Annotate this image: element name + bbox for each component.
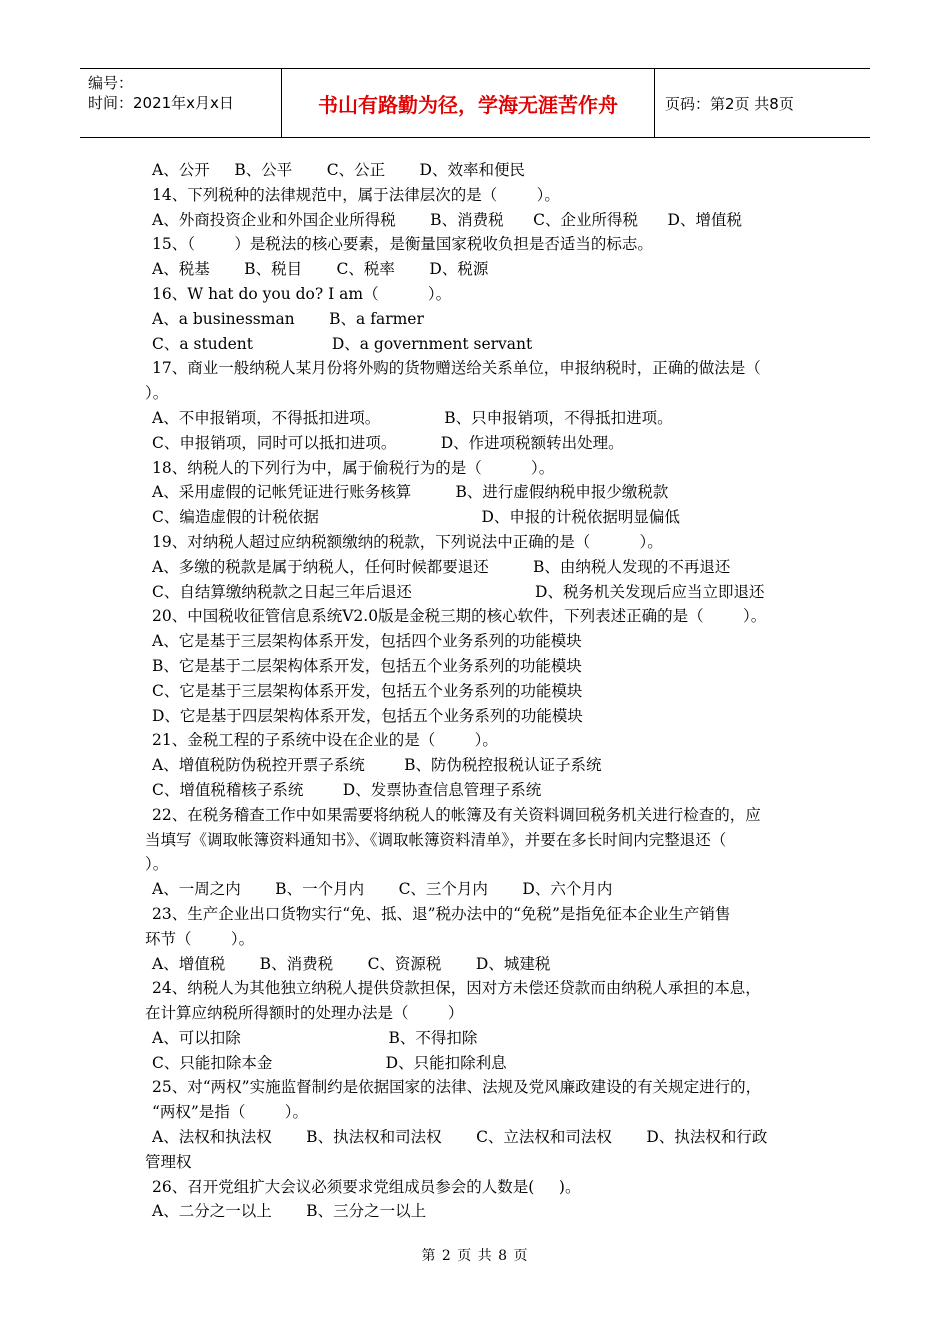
text-line: C、增值税稽核子系统 D、发票协查信息管理子系统 xyxy=(152,780,542,799)
text-line: 24、纳税人为其他独立纳税人提供贷款担保，因对方未偿还贷款而由纳税人承担的本息， xyxy=(152,979,761,998)
text-line: C、编造虚假的计税依据 D、申报的计税依据明显偏低 xyxy=(152,508,680,527)
text-line: A、税基 B、税目 C、税率 D、税源 xyxy=(152,260,489,279)
page-footer: 第 2 页 共 8 页 xyxy=(421,1248,529,1264)
text-line: A、a businessman B、a farmer xyxy=(152,309,424,328)
text-line: 25、对“两权”实施监督制约是依据国家的法律、法规及党风廉政建设的有关规定进行的， xyxy=(152,1078,762,1097)
header-meta xyxy=(80,69,282,137)
header-page-number: 页码：第2页 共8页 xyxy=(665,94,794,113)
code-label: 编号： xyxy=(88,74,134,92)
text-line: ）。 xyxy=(145,384,169,403)
text-line: 环节（ ）。 xyxy=(145,929,255,948)
text-line: A、可以扣除 B、不得扣除 xyxy=(152,1028,478,1047)
text-line: “两权”是指（ ）。 xyxy=(152,1103,309,1122)
text-line: 16、W hat do you do? I am（ ）。 xyxy=(152,284,452,303)
text-line: C、只能扣除本金 D、只能扣除利息 xyxy=(152,1053,507,1072)
text-line: A、不申报销项，不得抵扣进项。 B、只申报销项，不得抵扣进项。 xyxy=(152,408,673,427)
text-line: A、多缴的税款是属于纳税人，任何时候都要退还 B、由纳税人发现的不再退还 xyxy=(152,557,731,576)
text-line: A、法权和执法权 B、执法权和司法权 C、立法权和司法权 D、执法权和行政 xyxy=(152,1128,768,1147)
text-line: A、外商投资企业和外国企业所得税 B、消费税 C、企业所得税 D、增值税 xyxy=(152,210,742,229)
text-line: 20、中国税收征管信息系统V2.0版是金税三期的核心软件，下列表述正确的是（ ）。 xyxy=(152,607,767,626)
text-line: A、它是基于三层架构体系开发，包括四个业务系列的功能模块 xyxy=(152,632,582,651)
text-line: C、a student D、a government servant xyxy=(152,334,533,353)
question-body xyxy=(145,158,810,1224)
text-line: 在计算应纳税所得额时的处理办法是（ ） xyxy=(145,1004,464,1023)
text-line: 管理权 xyxy=(145,1152,192,1171)
text-line: A、采用虚假的记帐凭证进行账务核算 B、进行虚假纳税申报少缴税款 xyxy=(152,483,669,502)
text-line: A、公开 B、公平 C、公正 D、效率和便民 xyxy=(152,161,525,179)
text-line: 14、下列税种的法律规范中，属于法律层次的是（ ）。 xyxy=(152,185,560,204)
text-line: 当填写《调取帐簿资料通知书》、《调取帐簿资料清单》，并要在多长时间内完整退还（ xyxy=(145,830,727,849)
text-line: 26、召开党组扩大会议必须要求党组成员参会的人数是( )。 xyxy=(152,1177,581,1196)
text-line: C、申报销项，同时可以抵扣进项。 D、作进项税额转出处理。 xyxy=(152,433,624,452)
text-line: 23、生产企业出口货物实行“免、抵、退”税办法中的“免税”是指免征本企业生产销售 xyxy=(152,904,731,923)
text-line: 18、纳税人的下列行为中，属于偷税行为的是（ ）。 xyxy=(152,458,555,477)
header-motto: 书山有路勤为径，学海无涯苦作舟 xyxy=(282,69,655,137)
text-line: 17、商业一般纳税人某月份将外购的货物赠送给关系单位，申报纳税时，正确的做法是（ xyxy=(152,359,761,378)
time-label: 时间：2021年x月x日 xyxy=(88,94,234,112)
text-line: 15、（ ）是税法的核心要素，是衡量国家税收负担是否适当的标志。 xyxy=(152,235,653,254)
text-line: C、它是基于三层架构体系开发，包括五个业务系列的功能模块 xyxy=(152,681,583,700)
text-line: C、自结算缴纳税款之日起三年后退还 D、税务机关发现后应当立即退还 xyxy=(152,582,765,601)
text-line: ）。 xyxy=(145,855,169,874)
text-line: 21、金税工程的子系统中设在企业的是（ ）。 xyxy=(152,731,498,750)
text-line: A、增值税 B、消费税 C、资源税 D、城建税 xyxy=(152,954,551,973)
text-line: B、它是基于二层架构体系开发，包括五个业务系列的功能模块 xyxy=(152,656,582,675)
text-line: 22、在税务稽查工作中如果需要将纳税人的帐簿及有关资料调回税务机关进行检查的，应 xyxy=(152,805,761,824)
text-line: D、它是基于四层架构体系开发，包括五个业务系列的功能模块 xyxy=(152,706,583,725)
text-line: 19、对纳税人超过应纳税额缴纳的税款，下列说法中正确的是（ ）。 xyxy=(152,532,663,551)
text-line: A、二分之一以上 B、三分之一以上 xyxy=(152,1202,427,1221)
text-line: A、一周之内 B、一个月内 C、三个月内 D、六个月内 xyxy=(152,880,613,899)
text-line: A、增值税防伪税控开票子系统 B、防伪税控报税认证子系统 xyxy=(152,756,602,775)
page-header xyxy=(80,68,870,138)
